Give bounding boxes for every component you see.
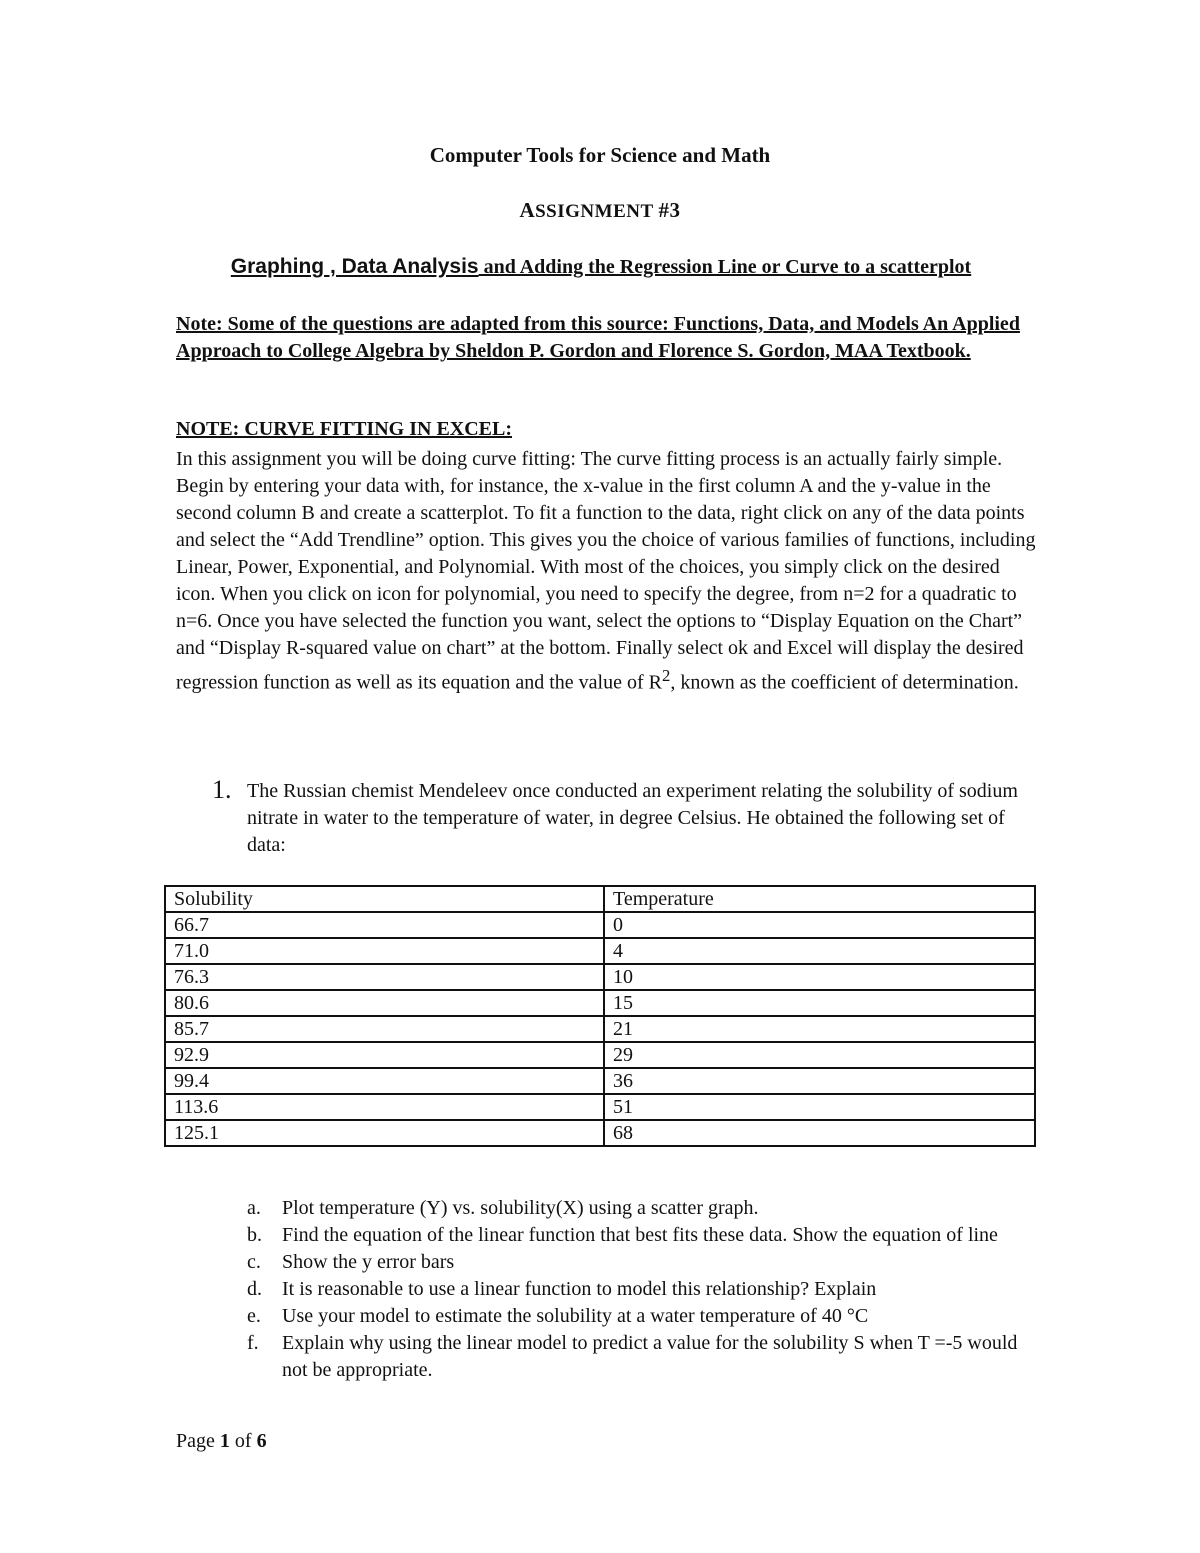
page-footer [176,1430,267,1453]
assignment-first-letter: A [519,198,536,222]
header-solubility: Solubility [165,886,604,912]
solubility-cell: 99.4 [165,1068,604,1094]
solubility-cell: 92.9 [165,1042,604,1068]
assignment-number: 3 [669,198,681,222]
subquestion-item [247,1276,1027,1303]
subquestion-item [247,1195,1027,1222]
excel-note-text: In this assignment you will be doing curve fitting: The curve fitting process is an actually fairly simple. Begin by entering your data with, for instance, the x-value in the first column A and the y-value in the second column B and create a scatterplot. To fit a function to the data, right click on any of the data points and select the “Add Trendline” option. This gives you the choice of various families of functions, including Linear, Power, Exponential, and Polynomial. With most of the choices, you simply click on the desired icon. When you click on icon for polynomial, you need to specify the degree, from n=2 for a quadratic to n=6. Once you have selected the function you want, select the options to “Display Equation on the Chart” and “Display R-squared value on chart” at the bottom. Finally select ok and Excel will display the desired regression function as well as its equation and the value of R [176,448,1036,694]
subquestion-label: d. [247,1278,262,1300]
subquestion-item [247,1303,1027,1330]
excel-note-heading: NOTE: CURVE FITTING IN EXCEL: [176,418,513,440]
excel-note-text-end: , known as the coefficient of determination. [670,671,1019,694]
table-row [165,964,1035,990]
subquestion-text: It is reasonable to use a linear function to model this relationship? Explain [282,1278,877,1300]
subquestion-text: Show the y error bars [282,1251,455,1273]
subquestion-text: Plot temperature (Y) vs. solubility(X) using a scatter graph. [282,1197,759,1219]
subquestion-label: a. [247,1197,261,1219]
course-title: Computer Tools for Science and Math [429,143,771,167]
assignment-word: SSIGNMENT [535,201,654,222]
table-row [165,990,1035,1016]
solubility-cell: 125.1 [165,1120,604,1146]
page-label: Page [176,1430,220,1452]
solubility-cell: 85.7 [165,1016,604,1042]
subquestion-text: Use your model to estimate the solubility at a water temperature of 40 °C [282,1305,869,1327]
question-number: 1. [212,775,232,804]
table-row [165,1068,1035,1094]
subquestion-item [247,1222,1027,1249]
temperature-cell: 4 [604,938,1035,964]
excel-note-body [176,446,1036,697]
table-row [165,1120,1035,1146]
current-page-number: 1 [219,1430,230,1452]
table-row [165,938,1035,964]
table-row [165,912,1035,938]
temperature-cell: 36 [604,1068,1035,1094]
temperature-cell: 29 [604,1042,1035,1068]
solubility-cell: 66.7 [165,912,604,938]
title-rest: and Adding the Regression Line or Curve to a scatterplot [478,256,972,278]
subquestion-item [247,1330,1027,1384]
total-pages-number: 6 [256,1430,267,1452]
solubility-cell: 80.6 [165,990,604,1016]
temperature-cell: 15 [604,990,1035,1016]
table-row [165,1094,1035,1120]
document-title [176,253,1026,281]
assignment-hash: # [658,198,670,222]
solubility-cell: 113.6 [165,1094,604,1120]
header-temperature: Temperature [604,886,1035,912]
source-note: Note: Some of the questions are adapted from this source: Functions, Data, and Models An Applied Approach to College Algebra by Sheldon P. Gordon and Florence S. Gordon, MAA Textbook. [176,313,1020,362]
subquestion-label: f. [247,1332,259,1354]
subquestion-label: e. [247,1305,261,1327]
r-squared-superscript: 2 [662,666,671,685]
data-table [164,885,1036,1147]
temperature-cell: 51 [604,1094,1035,1120]
subquestion-item [247,1249,1027,1276]
table-header-row [165,886,1035,912]
temperature-cell: 68 [604,1120,1035,1146]
table-row [165,1016,1035,1042]
subquestion-label: b. [247,1224,262,1246]
question-text: The Russian chemist Mendeleev once conducted an experiment relating the solubility of sodium nitrate in water to the temperature of water, in degree Celsius. He obtained the following set of data: [247,780,1018,856]
subquestion-label: c. [247,1251,261,1273]
solubility-cell: 71.0 [165,938,604,964]
subquestion-text: Find the equation of the linear function that best fits these data. Show the equation of line [282,1224,998,1246]
title-lead: Graphing , Data Analysis [230,255,479,278]
solubility-cell: 76.3 [165,964,604,990]
assignment-heading [0,198,1200,223]
temperature-cell: 10 [604,964,1035,990]
of-label: of [229,1430,257,1452]
subquestion-text: Explain why using the linear model to predict a value for the solubility S when T =-5 would not be appropriate. [282,1332,1018,1381]
temperature-cell: 21 [604,1016,1035,1042]
temperature-cell: 0 [604,912,1035,938]
subquestion-list [247,1195,1027,1384]
table-row [165,1042,1035,1068]
